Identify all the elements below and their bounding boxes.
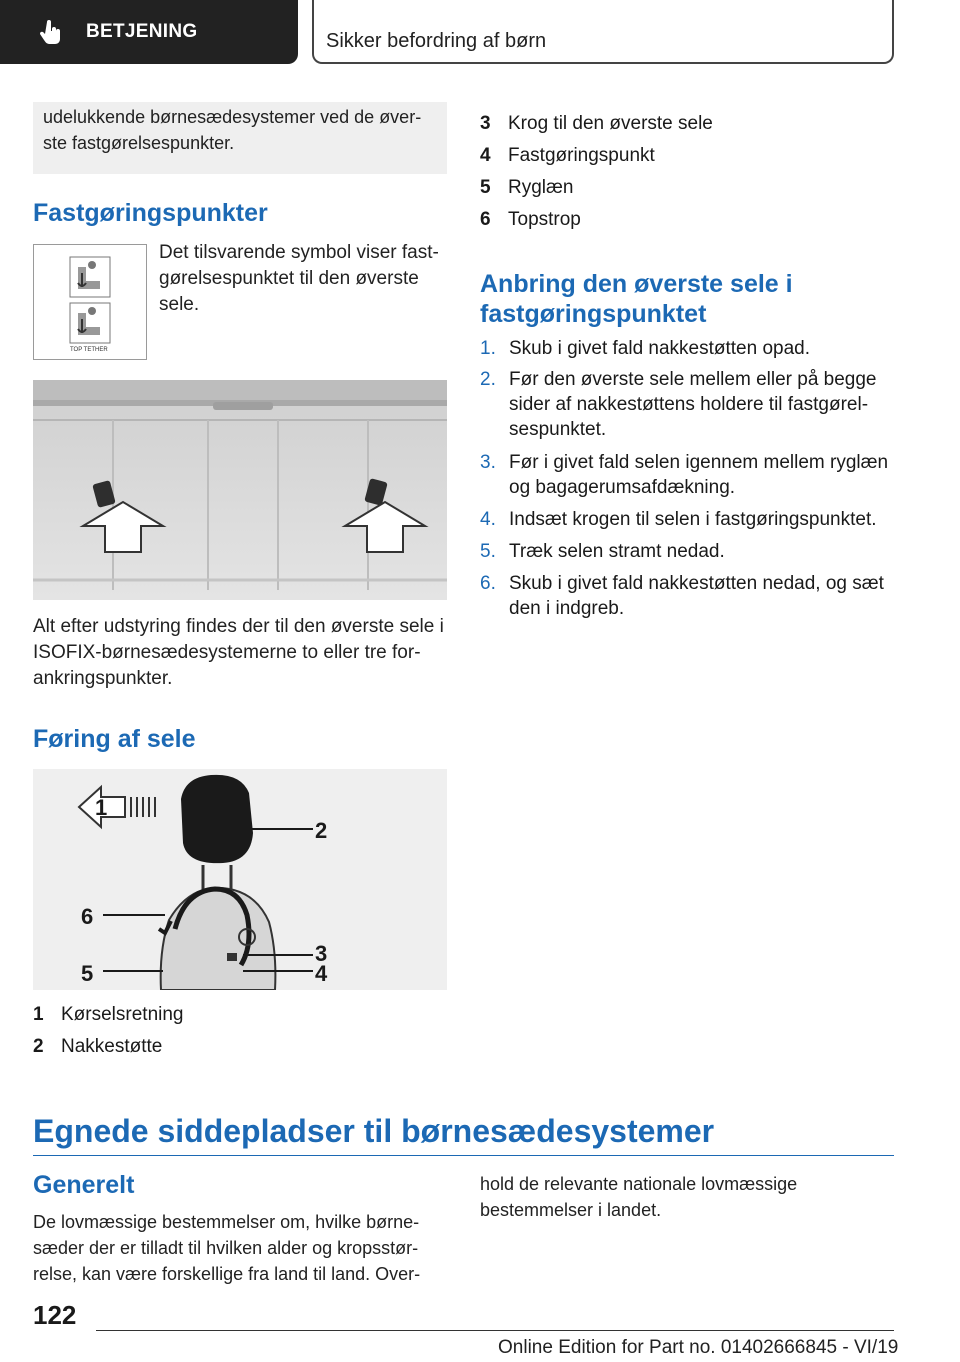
legend-number: 5 <box>480 177 491 198</box>
legend-list-right <box>480 108 880 238</box>
legend-text: Fastgøringspunkt <box>508 145 655 166</box>
step-item <box>480 450 890 502</box>
legend-item <box>33 999 433 1031</box>
step-text: og bagagerumsafdækning. <box>509 477 736 498</box>
legend-item <box>480 204 880 236</box>
step-number: 4. <box>480 509 496 530</box>
top-tether-icon <box>34 245 146 359</box>
edition-text: Online Edition for Part no. 01402666845 - VI/19 <box>498 1337 899 1358</box>
section-tab[interactable] <box>0 0 298 64</box>
legend-item <box>480 140 880 172</box>
cargo-area-photo <box>33 380 447 600</box>
text-line: sele. <box>159 294 200 315</box>
diagram-label-3: 3 <box>315 941 328 966</box>
chapter-header <box>312 0 894 64</box>
step-text: Før den øverste sele mellem eller på begge <box>509 369 877 390</box>
legend-text: Ryglæn <box>508 177 574 198</box>
top-tether-symbol <box>33 244 147 360</box>
page-number: 122 <box>33 1300 77 1330</box>
step-text: Indsæt krogen til selen i fastgøringspunktet. <box>509 509 877 530</box>
legend-number: 1 <box>33 1004 44 1025</box>
step-item <box>480 507 890 533</box>
legend-number: 4 <box>480 145 491 166</box>
step-item <box>480 571 890 623</box>
step-number: 2. <box>480 369 496 390</box>
text-line: Alt efter udstyring findes der til den øverste sele i <box>33 616 444 637</box>
step-text: den i indgreb. <box>509 598 625 619</box>
step-text: sespunktet. <box>509 419 607 440</box>
text-line: relse, kan være forskellige fra land til land. Over- <box>33 1264 421 1284</box>
generelt-text-left <box>33 1209 420 1287</box>
text-line: Det tilsvarende symbol viser fast- <box>159 242 439 263</box>
legend-list-left <box>33 999 433 1069</box>
legend-text: Nakkestøtte <box>61 1036 163 1057</box>
symbol-description <box>159 240 439 318</box>
diagram-label-1: 1 <box>95 795 108 820</box>
text-line: bestemmelser i landet. <box>480 1200 662 1220</box>
section-label: BETJENING <box>86 21 198 42</box>
text-line: sæder der er tilladt til hvilken alder og kropsstør- <box>33 1238 419 1258</box>
hand-pointer-icon <box>38 19 64 45</box>
step-text: Skub i givet fald nakkestøtten opad. <box>509 338 811 359</box>
heading-anbring <box>480 269 793 329</box>
step-number: 3. <box>480 452 496 473</box>
step-text: sider af nakkestøttens holdere til fastgørel- <box>509 394 869 415</box>
note-line: ste fastgørelsespunkter. <box>43 133 235 153</box>
text-line: De lovmæssige bestemmelser om, hvilke børne- <box>33 1212 420 1232</box>
diagram-label-2: 2 <box>315 818 328 843</box>
note-line: udelukkende børnesædesystemer ved de øver- <box>43 107 422 127</box>
legend-number: 3 <box>480 113 491 134</box>
text-line: hold de relevante nationale lovmæssige <box>480 1174 798 1194</box>
legend-number: 6 <box>480 209 491 230</box>
heading-egnede-siddepladser: Egnede siddepladser til børnesædesystemer <box>33 1113 715 1149</box>
text-line: ISOFIX-børnesædesystemerne to eller tre for- <box>33 642 421 663</box>
legend-text: Kørselsretning <box>61 1004 184 1025</box>
note-box <box>33 102 447 174</box>
legend-item <box>480 172 880 204</box>
footer-rule <box>96 1330 894 1331</box>
text-line: gørelsespunktet til den øverste <box>159 268 419 289</box>
step-number: 1. <box>480 338 496 359</box>
step-text: Før i givet fald selen igennem mellem ryglæn <box>509 452 889 473</box>
photo-caption <box>33 614 444 692</box>
diagram-label-4: 4 <box>315 961 328 986</box>
generelt-text-right <box>480 1171 797 1223</box>
chapter-title: Sikker befordring af børn <box>326 30 547 52</box>
legend-item <box>33 1031 433 1063</box>
symbol-caption: TOP TETHER <box>70 347 108 353</box>
heading-foring-af-sele: Føring af sele <box>33 725 196 753</box>
legend-item <box>480 108 880 140</box>
step-item <box>480 539 890 565</box>
legend-number: 2 <box>33 1036 44 1057</box>
legend-text: Topstrop <box>508 209 581 230</box>
step-number: 6. <box>480 573 496 594</box>
step-text: Træk selen stramt nedad. <box>509 541 725 562</box>
step-item <box>480 336 890 362</box>
diagram-label-6: 6 <box>81 904 94 929</box>
diagram-label-5: 5 <box>81 961 94 986</box>
heading-fastgoringspunkter: Fastgøringspunkter <box>33 199 268 227</box>
seat-belt-routing-diagram <box>33 769 447 990</box>
text-line: ankringspunkter. <box>33 668 173 689</box>
step-item <box>480 367 890 443</box>
heading-line: fastgøringspunktet <box>480 300 707 328</box>
heading-generelt: Generelt <box>33 1171 135 1199</box>
step-number: 5. <box>480 541 496 562</box>
heading-line: Anbring den øverste sele i <box>480 270 793 298</box>
section-rule <box>33 1155 894 1156</box>
legend-text: Krog til den øverste sele <box>508 113 713 134</box>
step-text: Skub i givet fald nakkestøtten nedad, og sæt <box>509 573 884 594</box>
